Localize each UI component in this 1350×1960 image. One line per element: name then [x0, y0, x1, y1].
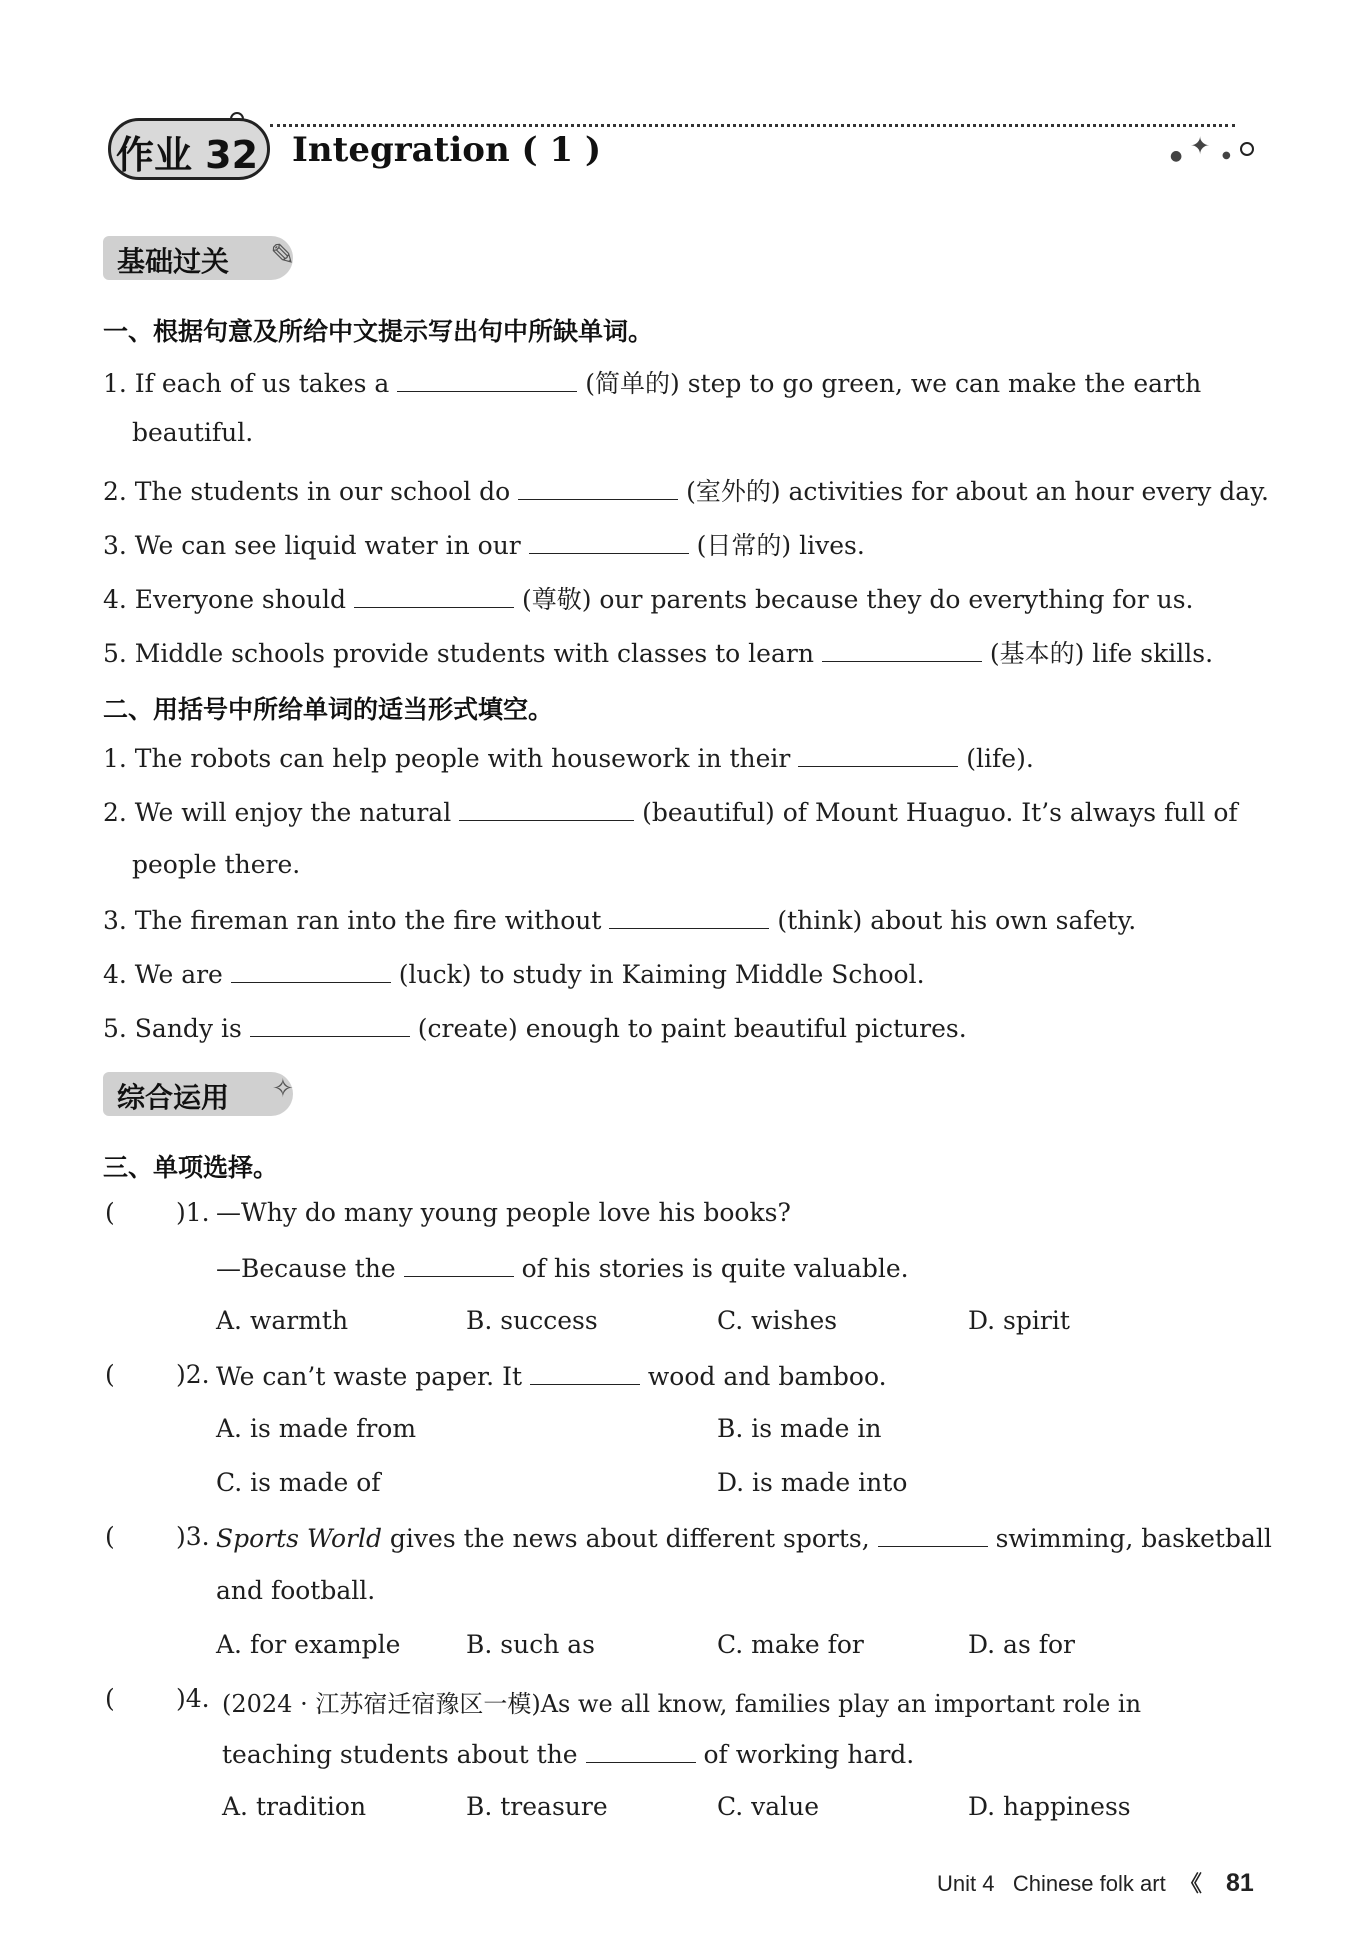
section-tag-comprehensive [103, 1072, 293, 1116]
option-a[interactable]: A. warmth [216, 1306, 349, 1335]
question-line: 2. We will enjoy the natural (beautiful) of Mount Huaguo. It’s always full of [103, 798, 1238, 827]
question-line: 2. The students in our school do (室外的) activities for about an hour every day. [103, 477, 1269, 506]
option-b[interactable]: B. treasure [466, 1792, 608, 1821]
answer-blank[interactable] [822, 637, 982, 662]
answer-blank [586, 1738, 696, 1763]
question-number: )1. [176, 1198, 210, 1227]
answer-blank[interactable] [231, 958, 391, 983]
answer-blank[interactable] [798, 742, 958, 767]
question-number: )4. [176, 1684, 210, 1713]
dot-decoration: ● [1222, 150, 1231, 161]
option-a[interactable]: A. is made from [216, 1414, 417, 1443]
section-tag-label: 综合运用 [117, 1081, 230, 1114]
option-d[interactable]: D. as for [968, 1630, 1075, 1659]
question-line: 5. Sandy is (create) enough to paint beautiful pictures. [103, 1014, 967, 1043]
page-title: Integration ( 1 ) [292, 130, 602, 170]
answer-bracket[interactable]: ( [105, 1522, 115, 1551]
answer-bracket[interactable]: ( [105, 1198, 115, 1227]
answer-blank [530, 1360, 640, 1385]
answer-blank[interactable] [529, 529, 689, 554]
pencil-icon: ✎ [270, 238, 296, 273]
page-footer [937, 1867, 1254, 1898]
option-d[interactable]: D. spirit [968, 1306, 1070, 1335]
question-text: and football. [216, 1576, 376, 1605]
instruction-part3: 三、单项选择。 [103, 1153, 279, 1182]
footer-topic: Chinese folk art [1012, 1871, 1166, 1896]
answer-blank[interactable] [518, 475, 678, 500]
chevron-left-icon: 《 [1179, 1871, 1202, 1896]
option-c[interactable]: C. wishes [717, 1306, 838, 1335]
question-text: —Because the of his stories is quite valuable. [216, 1254, 909, 1283]
question-line: 1. The robots can help people with housework in their (life). [103, 744, 1034, 773]
question-line: 1. If each of us takes a (简单的) step to go green, we can make the earth [103, 369, 1202, 398]
question-text: —Why do many young people love his books? [216, 1198, 791, 1227]
magazine-title: Sports World [216, 1524, 382, 1553]
answer-blank[interactable] [609, 904, 769, 929]
page-number: 81 [1225, 1869, 1254, 1897]
answer-blank [404, 1252, 514, 1277]
option-a[interactable]: A. tradition [222, 1792, 367, 1821]
question-number: )3. [176, 1522, 210, 1551]
instruction-part2: 二、用括号中所给单词的适当形式填空。 [103, 695, 554, 724]
answer-blank[interactable] [250, 1012, 410, 1037]
option-b[interactable]: B. is made in [717, 1414, 882, 1443]
question-line: 4. We are (luck) to study in Kaiming Middle School. [103, 960, 925, 989]
option-c[interactable]: C. is made of [216, 1468, 381, 1497]
question-number: )2. [176, 1360, 210, 1389]
answer-bracket[interactable]: ( [105, 1360, 115, 1389]
question-line: people there. [132, 850, 301, 879]
question-line: 5. Middle schools provide students with classes to learn (基本的) life skills. [103, 639, 1214, 668]
question-line: 4. Everyone should (尊敬) our parents because they do everything for us. [103, 585, 1194, 614]
option-c[interactable]: C. value [717, 1792, 820, 1821]
answer-blank[interactable] [354, 583, 514, 608]
answer-blank[interactable] [459, 796, 634, 821]
option-d[interactable]: D. happiness [968, 1792, 1131, 1821]
option-a[interactable]: A. for example [216, 1630, 401, 1659]
option-b[interactable]: B. such as [466, 1630, 595, 1659]
question-text: (2024 · 江苏宿迁宿豫区一模)As we all know, families play an important role in [222, 1690, 1142, 1718]
option-b[interactable]: B. success [466, 1306, 598, 1335]
instruction-part1: 一、根据句意及所给中文提示写出句中所缺单词。 [103, 317, 654, 346]
header-circle-right [1240, 142, 1254, 156]
question-line: beautiful. [132, 418, 254, 447]
question-line: 3. We can see liquid water in our (日常的) lives. [103, 531, 865, 560]
option-c[interactable]: C. make for [717, 1630, 864, 1659]
question-text: teaching students about the of working hard. [222, 1740, 915, 1769]
sparkle-icon: ✦ [1190, 132, 1211, 160]
option-d[interactable]: D. is made into [717, 1468, 908, 1497]
assignment-number: 作业 32 [115, 133, 259, 177]
question-text: Sports World gives the news about different sports, swimming, basketball [216, 1524, 1272, 1553]
dot-decoration: ● [1170, 148, 1183, 164]
section-tag-basics [103, 236, 296, 280]
question-line: 3. The fireman ran into the fire without (think) about his own safety. [103, 906, 1137, 935]
answer-bracket[interactable]: ( [105, 1684, 115, 1713]
answer-blank[interactable] [397, 367, 577, 392]
section-tag-label: 基础过关 [117, 245, 230, 278]
answer-blank [878, 1522, 988, 1547]
header-dotted-line [270, 124, 1235, 127]
question-text: We can’t waste paper. It wood and bamboo. [216, 1362, 887, 1391]
footer-unit: Unit 4 [937, 1871, 995, 1896]
sparkle-brush-icon: ✧ [272, 1074, 294, 1104]
